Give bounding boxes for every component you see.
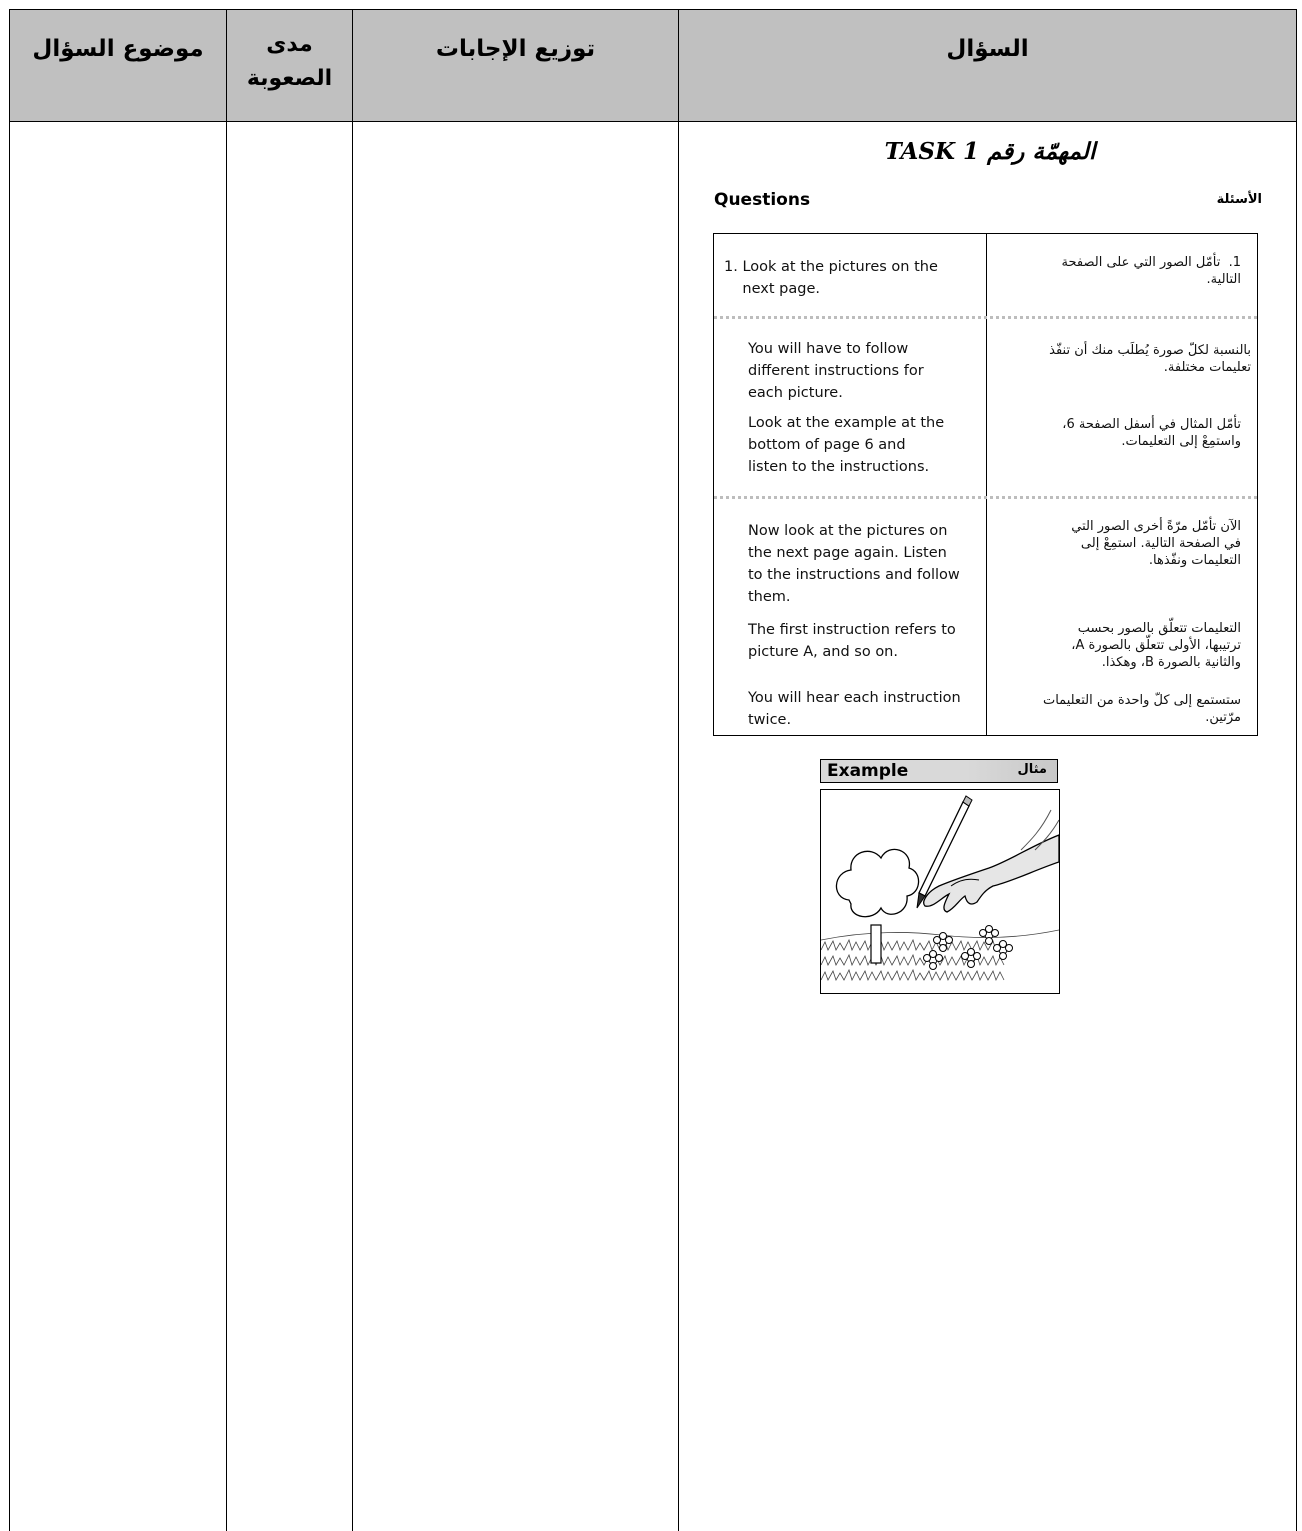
header-topic: موضوع السؤال: [32, 36, 204, 62]
table-border-left: [9, 9, 10, 1531]
instructions-table: [713, 233, 1258, 736]
dotted-separator: [714, 316, 1257, 319]
instruction-ar-6: ستستمع إلى كلّ واحدة من التعليمات مرّتين.: [1042, 693, 1241, 725]
instruction-en-3: Look at the example at the bottom of page 6 and listen to the instructions.: [748, 415, 945, 475]
instruction-ar-1: 1. تأمّل الصور التي على الصفحة التالية.: [1061, 255, 1241, 287]
header-difficulty-line1: مدى: [266, 32, 313, 57]
hand-drawing-tree-illustration: [821, 790, 1059, 993]
instruction-en-5: The first instruction refers to picture A, and so on.: [748, 622, 956, 660]
questions-heading-en: Questions: [714, 190, 811, 210]
example-label-ar: مثال: [1017, 762, 1047, 777]
column-divider: [352, 9, 353, 1531]
example-label-en: Example: [827, 761, 909, 781]
instructions-divider: [986, 234, 987, 735]
header-difficulty: [227, 10, 352, 121]
instruction-ar-5: التعليمات تتعلّق بالصور بحسب ترتيبها، الأولى تتعلّق بالصورة A، والثانية بالصورة B، وهكذا.: [1071, 621, 1241, 670]
instruction-en-6: You will hear each instruction twice.: [748, 690, 961, 728]
instruction-en-2: You will have to follow different instructions for each picture.: [748, 341, 924, 401]
instruction-ar-3: تأمّل المثال في أسفل الصفحة 6، واستمِعْ إلى التعليمات.: [1062, 417, 1241, 449]
table-border-right: [1296, 9, 1297, 1531]
header-answers: توزيع الإجابات: [435, 36, 596, 62]
example-header: [820, 759, 1058, 783]
questions-heading-ar: الأسئلة: [1216, 192, 1262, 207]
instruction-ar-2: بالنسبة لكلّ صورة يُطلَب منك أن تنفّذ تعليمات مختلفة.: [1049, 343, 1251, 375]
instruction-en-1: 1. Look at the pictures on the next page.: [724, 259, 938, 297]
instruction-ar-4: الآن تأمّل مرّةً أخرى الصور التي في الصفحة التالية. استمِعْ إلى التعليمات ونفّذها.: [1071, 519, 1241, 568]
example-illustration: [820, 789, 1060, 994]
column-divider: [226, 9, 227, 1531]
header-difficulty-line2: الصعوبة: [246, 66, 333, 91]
instruction-en-4: Now look at the pictures on the next page again. Listen to the instructions and follow them.: [748, 523, 960, 605]
dotted-separator: [714, 496, 1257, 499]
table-top-border: [9, 9, 1296, 10]
header-question: السؤال: [946, 36, 1029, 62]
column-divider: [678, 9, 679, 1531]
task-title: المهمّة رقم 1 TASK: [884, 138, 1096, 165]
header-bottom-border: [9, 121, 1296, 122]
